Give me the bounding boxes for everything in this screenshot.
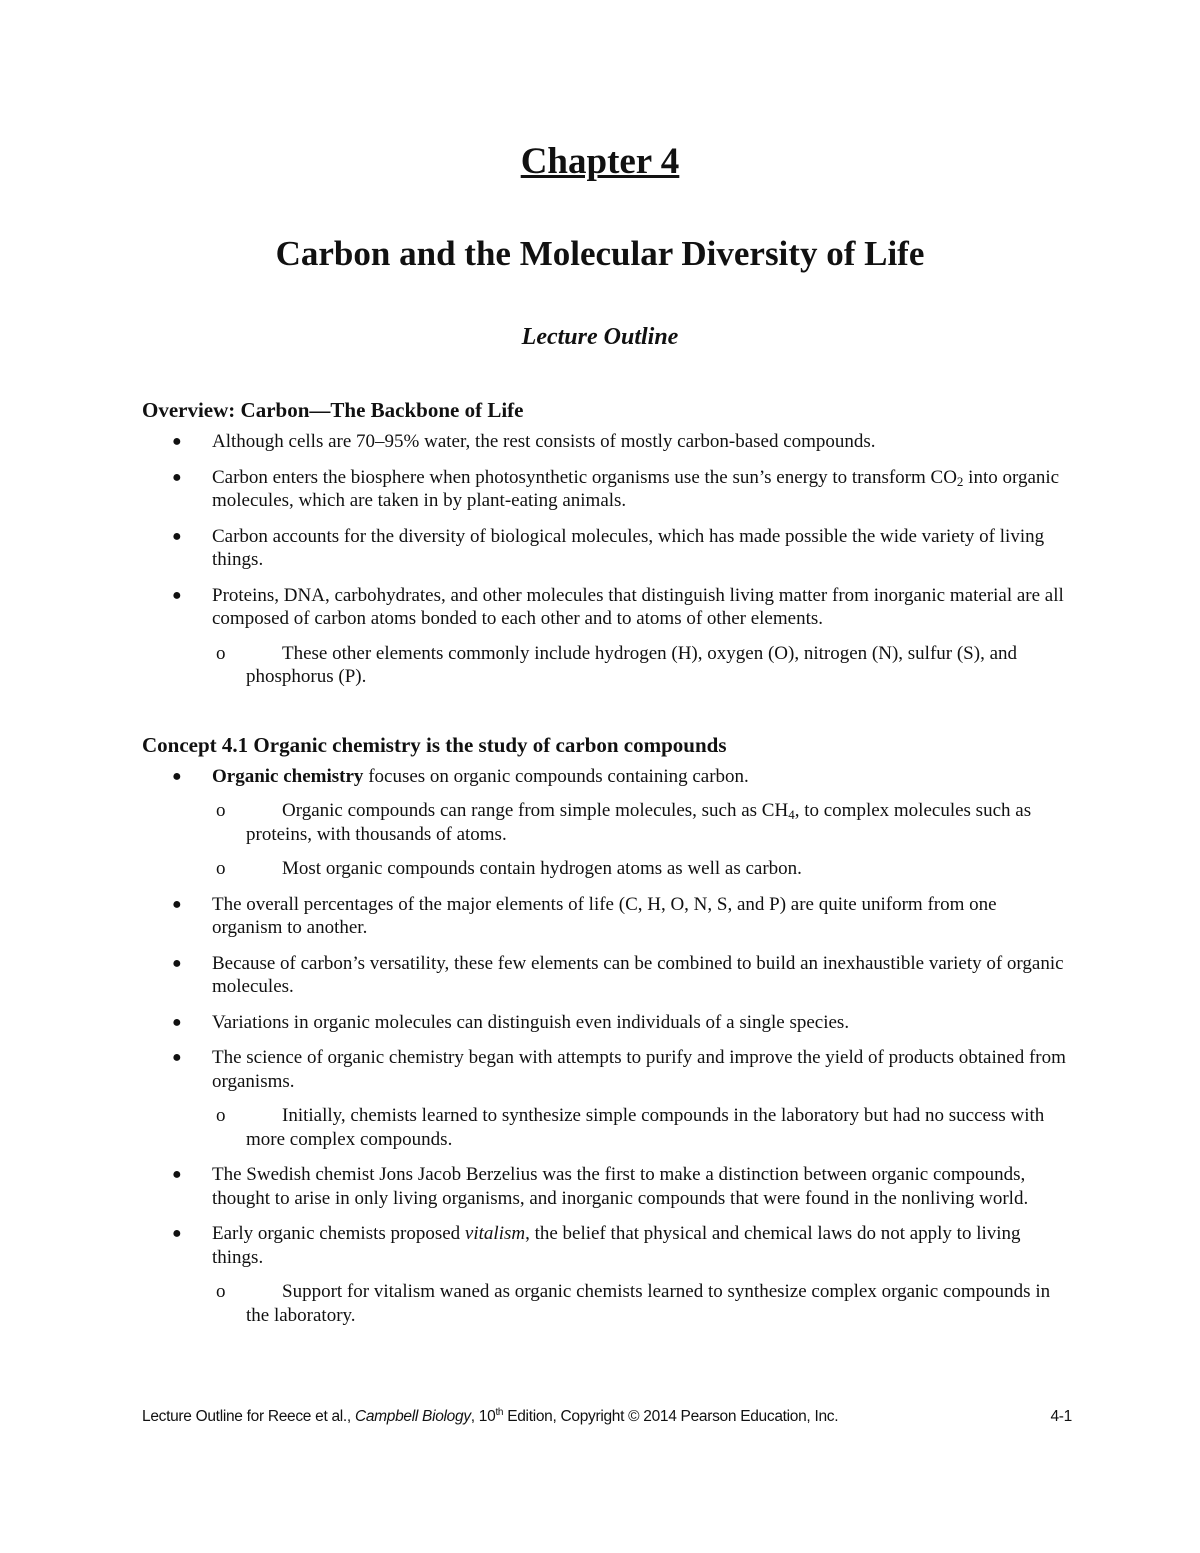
bullet-text: Early organic chemists proposed vitalism, the belief that physical and chemical laws do not apply to living things. <box>212 1223 1021 1268</box>
sub-bullet-list <box>142 799 1067 881</box>
sub-bullet-marker: o <box>216 1105 226 1126</box>
sub-list-item <box>142 1104 1067 1151</box>
bullet-icon: ● <box>172 468 182 486</box>
sub-bullet-text: Most organic compounds contain hydrogen atoms as well as carbon. <box>282 858 802 879</box>
bullet-icon: ● <box>172 767 182 785</box>
bullet-text: The overall percentages of the major elements of life (C, H, O, N, S, and P) are quite uniform from one organism to another. <box>212 893 997 938</box>
list-item <box>142 430 1067 454</box>
bullet-icon: ● <box>172 1049 182 1066</box>
bullet-text: Carbon enters the biosphere when photosynthetic organisms use the sun’s energy to transform $CO_2$ into organic molecules, which are taken in by plant-eating animals. <box>212 466 1060 511</box>
list-item <box>142 952 1067 999</box>
list-item <box>142 1046 1067 1151</box>
sub-list-item <box>142 799 1067 846</box>
page-footer <box>142 1407 1072 1426</box>
sub-bullet-text: Support for vitalism waned as organic chemists learned to synthesize complex organic compounds in the laboratory. <box>246 1281 1051 1326</box>
sub-list-item <box>142 1280 1067 1327</box>
list-item <box>142 893 1067 940</box>
bullet-icon: ● <box>172 433 182 450</box>
bullet-icon: ● <box>172 1013 182 1031</box>
bullet-text: Variations in organic molecules can distinguish even individuals of a single species. <box>212 1011 850 1033</box>
sub-bullet-text: These other elements commonly include hydrogen (H), oxygen (O), nitrogen (N), sulfur (S), and phosphorus (P). <box>246 642 1017 687</box>
bullet-text: The science of organic chemistry began with attempts to purify and improve the yield of products obtained from organisms. <box>212 1047 1066 1092</box>
chapter-heading: Chapter 4 <box>520 141 680 182</box>
list-item <box>142 584 1067 689</box>
sub-bullet-list <box>142 642 1067 689</box>
sub-bullet-list <box>142 1280 1067 1327</box>
bullet-icon: ● <box>172 586 182 604</box>
sub-list-item <box>142 642 1067 689</box>
bullet-text: Organic chemistry focuses on organic compounds containing carbon. <box>212 765 749 787</box>
list-item <box>142 1163 1067 1210</box>
lecture-outline-label: Lecture Outline <box>521 324 679 350</box>
list-item <box>142 765 1067 881</box>
bullet-icon: ● <box>172 1225 182 1242</box>
sub-bullet-marker: o <box>216 1281 226 1302</box>
bullet-text: Carbon accounts for the diversity of biological molecules, which has made possible the wide variety of living things. <box>212 525 1045 570</box>
page-number: 4-1 <box>1050 1408 1072 1425</box>
sub-bullet-marker: o <box>216 800 226 821</box>
sub-list-item <box>142 857 1067 881</box>
concept-bullet-list <box>142 765 1067 1328</box>
bullet-text: Proteins, DNA, carbohydrates, and other molecules that distinguish living matter from inorganic material are all composed of carbon atoms bonded to each other and to atoms of other elements. <box>212 584 1064 629</box>
bullet-text: The Swedish chemist Jons Jacob Berzelius was the first to make a distinction between organic compounds, thought to arise in only living organisms, and inorganic compounds that were found in the nonliving world. <box>212 1164 1029 1209</box>
overview-bullet-list <box>142 430 1067 689</box>
term-bold: Organic chemistry <box>212 765 364 787</box>
overview-heading: Overview: Carbon—The Backbone of Life <box>142 398 524 422</box>
bullet-icon: ● <box>172 895 182 913</box>
sub-bullet-text: Initially, chemists learned to synthesize simple compounds in the laboratory but had no success with more complex compounds. <box>246 1105 1045 1150</box>
bullet-icon: ● <box>172 527 182 545</box>
sub-bullet-marker: o <box>216 642 226 664</box>
sub-bullet-list <box>142 1104 1067 1151</box>
list-item <box>142 1011 1067 1035</box>
sub-bullet-text: Organic compounds can range from simple molecules, such as $CH_4$, to complex molecules such as proteins, with thousands of atoms. <box>246 800 1032 845</box>
concept-heading: Concept 4.1 Organic chemistry is the study of carbon compounds <box>142 732 727 757</box>
outline-body <box>142 396 1067 1339</box>
sub-bullet-marker: o <box>216 858 226 879</box>
chapter-title: Carbon and the Molecular Diversity of Life <box>275 234 925 273</box>
bullet-icon: ● <box>172 954 182 972</box>
bullet-text: Because of carbon’s versatility, these few elements can be combined to build an inexhaustible variety of organic molecules. <box>212 952 1064 997</box>
term-italic: vitalism <box>464 1223 526 1244</box>
bullet-icon: ● <box>172 1166 182 1183</box>
list-item <box>142 525 1067 572</box>
list-item <box>142 1222 1067 1327</box>
bullet-text: Although cells are 70–95% water, the rest consists of mostly carbon-based compounds. <box>212 431 876 452</box>
footer-citation: Lecture Outline for Reece et al., Campbell Biology, 10th Edition, Copyright © 2014 Pearson Education, Inc. <box>142 1407 839 1425</box>
list-item <box>142 466 1067 513</box>
